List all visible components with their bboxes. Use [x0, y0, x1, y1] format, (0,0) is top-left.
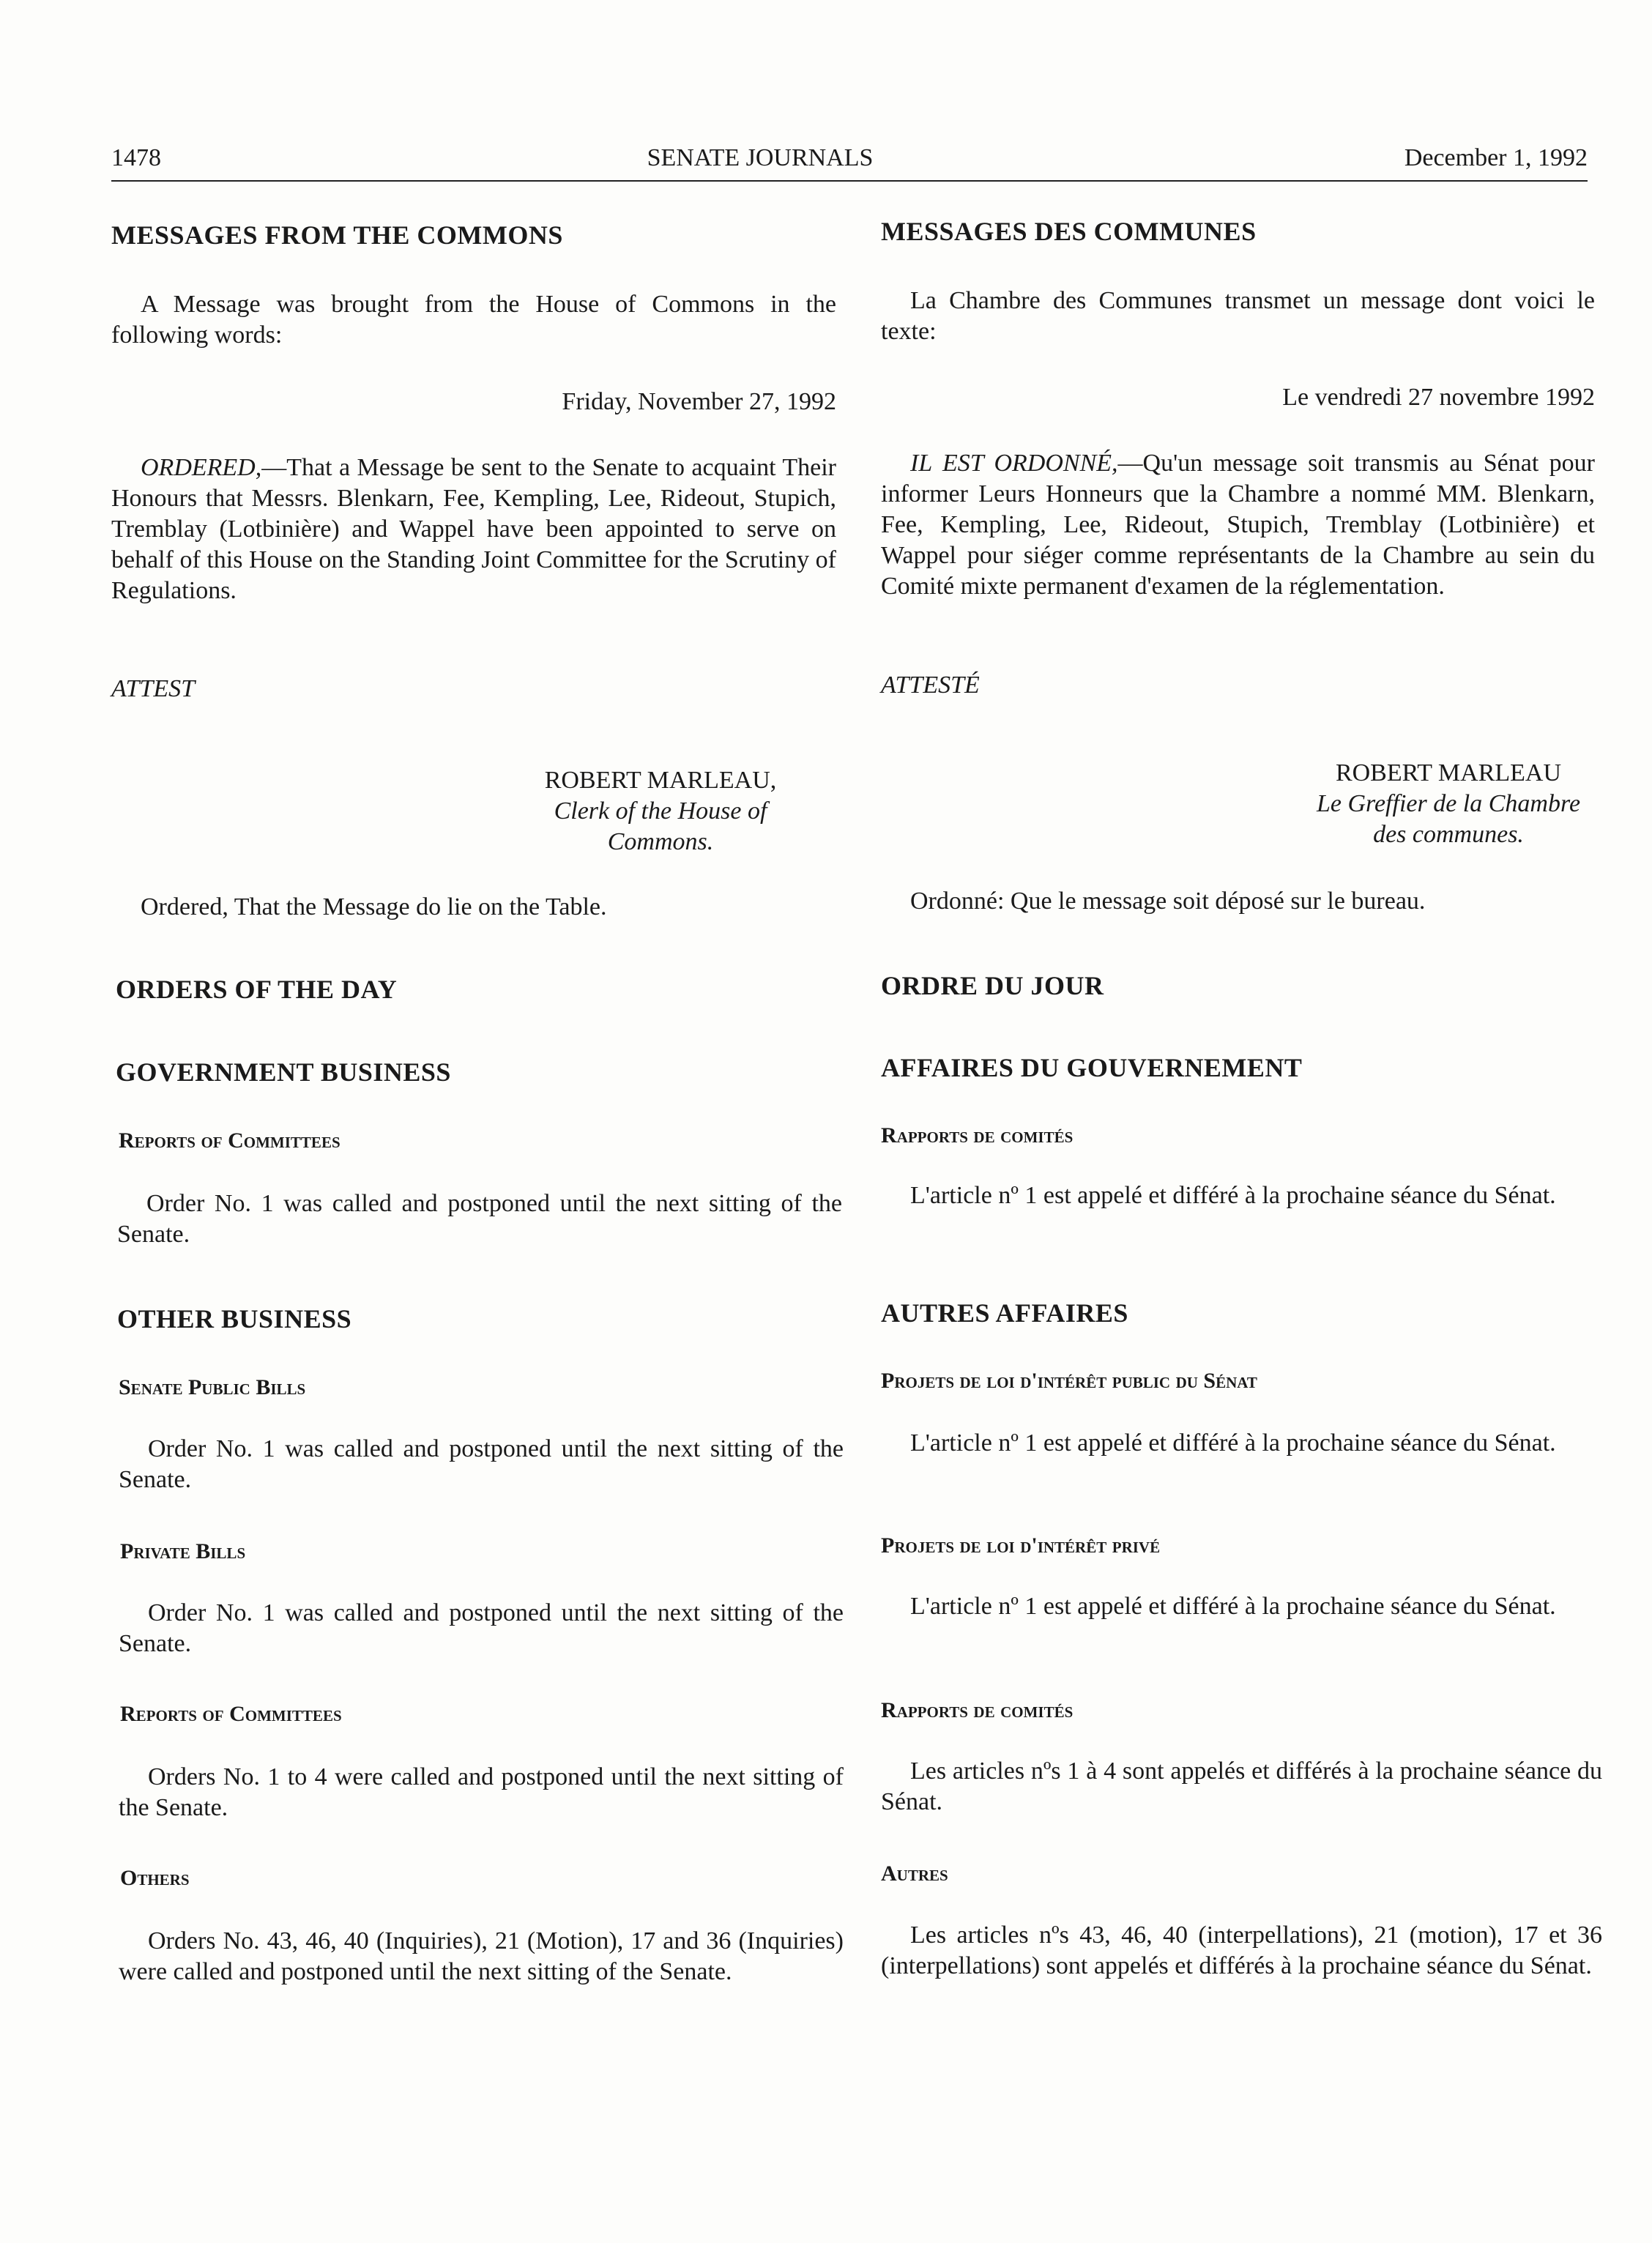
order-1-text: Order No. 1 was called and postponed until the next sitting of the Senate. — [117, 1190, 842, 1248]
orders-4-text: Orders No. 1 to 4 were called and postponed until the next sitting of the Senate. — [119, 1763, 844, 1821]
ordered-table: Ordered, That the Message do lie on the Table. — [141, 893, 607, 920]
signature-title-2: Commons. — [607, 828, 714, 855]
order-3-text-fr: L'article nº 1 est appelé et différé à la prochaine séance du Sénat. — [910, 1593, 1556, 1620]
messages-heading: MESSAGES FROM THE COMMONS — [111, 220, 563, 250]
reports-committees-heading: Reports of Committees — [119, 1128, 341, 1153]
orders-heading: ORDERS OF THE DAY — [116, 975, 398, 1004]
private-bills-heading: Private Bills — [120, 1539, 246, 1563]
page-number: 1478 — [111, 144, 161, 171]
gov-business-heading-fr: AFFAIRES DU GOUVERNEMENT — [881, 1053, 1303, 1082]
senate-public-bills-heading: Senate Public Bills — [119, 1375, 306, 1399]
attest-label-fr: ATTESTÉ — [881, 672, 980, 699]
ordered-text: —That a Message be sent to the Senate to acquaint Their Honours that Messrs. Blenkarn, Fee, Kempling, Lee, Rideout, Stupich, Tremblay (Lotbinière) and Wappel have been appointed to serve on behalf of this House on the Standing Joint Committee for the Scrutiny of Regulations. — [111, 454, 836, 604]
signature-name-fr: ROBERT MARLEAU — [1335, 759, 1562, 786]
others-heading-fr: Autres — [881, 1861, 948, 1886]
ordered-label: ORDERED, — [141, 454, 262, 481]
gov-business-heading: GOVERNMENT BUSINESS — [116, 1057, 451, 1087]
message-intro-fr: La Chambre des Communes transmet un message dont voici le texte: — [881, 287, 1595, 345]
private-bills-heading-fr: Projets de loi d'intérêt privé — [881, 1533, 1161, 1558]
reports-committees-heading-fr: Rapports de comités — [881, 1123, 1074, 1147]
header-date: December 1, 1992 — [1404, 144, 1588, 171]
message-intro: A Message was brought from the House of Commons in the following words: — [111, 291, 836, 349]
ordered-table-fr: Ordonné: Que le message soit déposé sur le bureau. — [910, 888, 1426, 915]
senate-public-bills-heading-fr: Projets de loi d'intérêt public du Sénat — [881, 1369, 1257, 1393]
other-business-heading: OTHER BUSINESS — [117, 1304, 352, 1333]
signature-block — [507, 765, 814, 858]
order-1-text-fr: L'article nº 1 est appelé et différé à la prochaine séance du Sénat. — [910, 1182, 1556, 1209]
orders-heading-fr: ORDRE DU JOUR — [881, 971, 1104, 1000]
ordered-paragraph — [111, 453, 836, 606]
orders-4-text-fr: Les articles nºs 1 à 4 sont appelés et différés à la prochaine séance du Sénat. — [881, 1757, 1602, 1815]
signature-title-1: Clerk of the House of — [554, 797, 767, 825]
messages-heading-fr: MESSAGES DES COMMUNES — [881, 217, 1257, 246]
reports-committees-heading-2-fr: Rapports de comités — [881, 1698, 1074, 1722]
ordered-paragraph-fr — [881, 448, 1595, 602]
message-date: Friday, November 27, 1992 — [562, 388, 836, 415]
others-heading: Others — [120, 1866, 190, 1890]
signature-title-2-fr: des communes. — [1373, 821, 1524, 848]
journal-title: SENATE JOURNALS — [647, 144, 874, 171]
message-date-fr: Le vendredi 27 novembre 1992 — [1282, 384, 1595, 411]
ordered-text-fr: —Qu'un message soit transmis au Sénat pour informer Leurs Honneurs que la Chambre a nommé MM. Blenkarn, Fee, Kempling, Lee, Rideout, Stupich, Tremblay (Lotbinière) et Wappel pour siéger comme représentants de la Chambre au sein du Comité mixte permanent d'examen de la réglementation. — [881, 450, 1595, 600]
other-business-heading-fr: AUTRES AFFAIRES — [881, 1298, 1128, 1328]
orders-5-text-fr: Les articles nºs 43, 46, 40 (interpellations), 21 (motion), 17 et 36 (interpellations) sont appelés et différés à la prochaine séance du Sénat. — [881, 1922, 1602, 1979]
signature-name: ROBERT MARLEAU, — [544, 767, 777, 794]
attest-label: ATTEST — [111, 675, 196, 702]
orders-5-text: Orders No. 43, 46, 40 (Inquiries), 21 (Motion), 17 and 36 (Inquiries) were called and postponed until the next sitting of the Senate. — [119, 1927, 844, 1985]
reports-committees-heading-2: Reports of Committees — [120, 1702, 342, 1726]
signature-title-1-fr: Le Greffier de la Chambre — [1316, 790, 1581, 817]
order-2-text-fr: L'article nº 1 est appelé et différé à la prochaine séance du Sénat. — [910, 1429, 1556, 1457]
order-2-text: Order No. 1 was called and postponed until the next sitting of the Senate. — [119, 1435, 844, 1493]
order-3-text: Order No. 1 was called and postponed until the next sitting of the Senate. — [119, 1599, 844, 1657]
signature-block-fr — [1287, 758, 1610, 850]
ordered-label-fr: IL EST ORDONNÉ, — [910, 450, 1118, 477]
header-rule — [111, 180, 1588, 182]
